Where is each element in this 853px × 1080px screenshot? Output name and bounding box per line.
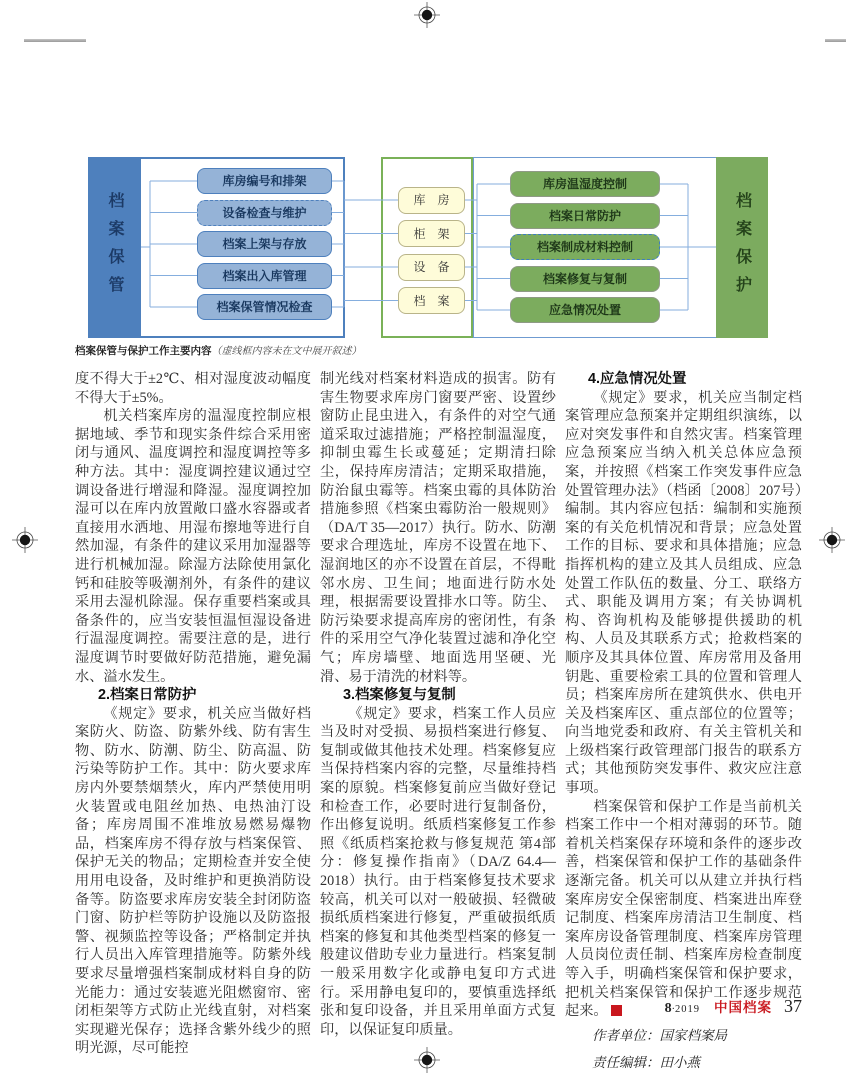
archive-protection-label: 档案保护 <box>733 191 751 304</box>
paragraph: 机关档案库房的温湿度控制应根据地域、季节和现实条件综合采用密闭与通风、温度调控和湿度调控等多种方法。其中：湿度调控建议通过空调设备进行增湿和降湿。湿度调控加湿可以在库内放置敞口盛水容器或者直接用水洒地、用湿布擦地等进行自然加湿，有条件的建议采用加湿器等进行机械加湿。除湿方法除使用氯化钙和硅胶等吸潮剂外，有条件的建议采用去湿机除湿。保存重要档案或具备条件的，应当安装恒温恒湿设备进行温湿度调控。需要注意的是，进行湿度调节时要做好防范措施，避免漏水、溢水发生。 <box>75 408 311 685</box>
paragraph: 度不得大于±2℃、相对湿度波动幅度不得大于±5%。 <box>75 371 311 406</box>
object-box-cabinet: 柜 架 <box>398 220 465 247</box>
footer-separator: · <box>671 1004 675 1015</box>
page-number: 37 <box>784 996 802 1016</box>
storage-box-placement: 档案上架与存放 <box>197 231 332 257</box>
paragraph: 制光线对档案材料造成的损害。防有害生物要求库房门窗要严密、设置纱窗防止昆虫进入，有条件的对空气通道采取过滤措施；严格控制温湿度，抑制虫霉生长或蔓延；定期清扫除尘，保持库房清洁；定期采取措施，防治鼠虫霉等。档案虫霉的具体防治措施参照《档案虫霉防治一般规则》（DA/T 35—2017）执行。防水、防潮要求合理选址，库房不设置在地下、湿润地区的亦不设置在首层，不得毗邻水房、卫生间；地面进行防水处理，根据需要设置排水口等。防尘、防污染要求提高库房的密闭性，有条件的采用空气净化装置过滤和净化空气；库房墙壁、地面选用坚硬、光滑、易于清洗的材料等。 <box>320 371 556 685</box>
protection-box-emergency: 应急情况处置 <box>510 297 660 323</box>
paragraph: 《规定》要求，机关应当制定档案管理应急预案并定期组织演练，以应对突发事件和自然灾害。档案管理应急预案应当纳入机关总体应急预案，并按照《档案工作突发事件应急处置管理办法》（档函〔2008〕207号）编制。其内容应包括：编制和实施预案的有关危机情况和背景；应急处置工作的目标、要求和具体措施；应急指挥机构的建立及其人员组成、应急处置工作队伍的数量、分工、联络方式、职能及调用方案；有关协调机构、咨询机构及能够提供援助的机构、人员及其联系方式；抢救档案的顺序及其具体位置、库房常用及备用钥匙、重要检索工具的位置和管理人员；档案库房所在建筑供水、供电开关及档案库区、重点部位的位置等；向当地党委和政府、有关主管机关和上级档案行政管理部门报告的联系方式；其他预防突发事件、救灾应注意事项。 <box>565 389 802 797</box>
section-heading-daily-protection: 2.档案日常防护 <box>98 687 197 704</box>
paragraph: 《规定》要求，机关应当做好档案防火、防盗、防紫外线、防有害生物、防水、防潮、防尘、防高温、防污染等防护工作。其中：防火要求库房内外要禁烟禁火，库内严禁使用明火装置或电阻丝加热、电热油汀设备；库房周围不准堆放易燃易爆物品，档案库房不得存放与档案保管、保护无关的物品；定期检查并安全使用用电设备，及时维护和更换消防设备等。防盗要求库房安装全封闭防盗门窗、防护栏等防护设施以及防盗报警、视频监控等设备；严格制定并执行人员出入库管理措施等。防紫外线要求尽量增强档案制成材料自身的防光能力：通过安装遮光阻燃窗帘、密闭柜架等方式防止光线直射，对档案实现避光保存；选择含紫外线少的照明光源，尽可能控 <box>75 705 311 1057</box>
protection-box-materials: 档案制成材料控制 <box>510 234 660 260</box>
protection-box-repair: 档案修复与复制 <box>510 266 660 292</box>
footer-issue-number: 8 <box>664 1001 672 1016</box>
storage-box-shelving: 库房编号和排架 <box>197 168 332 194</box>
registration-mark-top <box>414 2 440 28</box>
section-heading-emergency: 4.应急情况处置 <box>588 371 687 387</box>
article-column-3 <box>565 370 802 1075</box>
archive-protection-bar <box>716 157 768 338</box>
storage-protection-diagram <box>88 157 770 338</box>
archive-storage-label: 档案保管 <box>106 191 123 304</box>
archive-storage-bar <box>88 157 141 338</box>
footer-year: 2019 <box>675 1004 700 1015</box>
object-box-equipment: 设 备 <box>398 254 465 281</box>
diagram-caption-title: 档案保管与保护工作主要内容 <box>75 345 212 357</box>
corner-mark-right <box>825 39 846 42</box>
registration-mark-right <box>819 527 845 553</box>
storage-box-inout: 档案出入库管理 <box>197 263 332 289</box>
diagram-caption-note: （虚线框内容未在文中展开叙述） <box>211 346 362 357</box>
protection-box-humidity: 库房温湿度控制 <box>510 171 660 197</box>
storage-box-equipment: 设备检查与维护 <box>197 200 332 226</box>
storage-box-inspection: 档案保管情况检查 <box>197 294 332 320</box>
author-line: 作者单位：国家档案局 <box>592 1027 727 1043</box>
magazine-logo: 中国档案 <box>714 1000 772 1015</box>
page-footer <box>565 996 802 1017</box>
paragraph-text: 档案保管和保护工作是当前机关档案工作中一个相对薄弱的环节。随着机关档案保存环境和条件的逐步改善，档案保管和保护工作的基础条件逐渐完备。机关可以从建立并执行档案库房安全保密制度、档案进出库登记制度、档案库房清洁卫生制度、档案库房设备管理制度、档案库房管理人员岗位责任制、档案库房检查制度等入手，明确档案保管和保护要求，把机关档案保管和保护工作逐步规范起来。 <box>565 798 802 1020</box>
paragraph: 《规定》要求，档案工作人员应当及时对受损、易损档案进行修复、复制或做其他技术处理。档案修复应当保持档案内容的完整，尽量维持档案的原貌。档案修复前应当做好登记和检查工作，必要时进行复制备份，作出修复说明。纸质档案修复工作参照《纸质档案抢救与修复规范 第4部分：修复操作指南》（DA/Z 64.4—2018）执行。由于档案修复技术要求较高，机关可以对一般破损、轻微破损纸质档案进行修复，严重破损纸质档案的修复和其他类型档案的修复一般建议借助专业力量进行。档案复制一般采用数字化或静电复印方式进行。采用静电复印的，要慎重选择纸张和复印设备，并且采用单面方式复印，以保证复印质量。 <box>320 705 556 1038</box>
paragraph <box>565 798 802 1021</box>
object-box-repository: 库 房 <box>398 187 465 214</box>
article-column-2 <box>320 370 556 1039</box>
registration-mark-bottom <box>414 1047 440 1073</box>
corner-mark-left <box>24 39 86 42</box>
editor-line: 责任编辑：田小燕 <box>592 1054 700 1070</box>
object-box-archives: 档 案 <box>398 287 465 314</box>
protection-box-daily: 档案日常防护 <box>510 203 660 229</box>
diagram-caption <box>75 342 362 358</box>
section-heading-repair-duplication: 3.档案修复与复制 <box>343 687 456 704</box>
article-column-1 <box>75 370 311 1058</box>
registration-mark-left <box>12 527 38 553</box>
